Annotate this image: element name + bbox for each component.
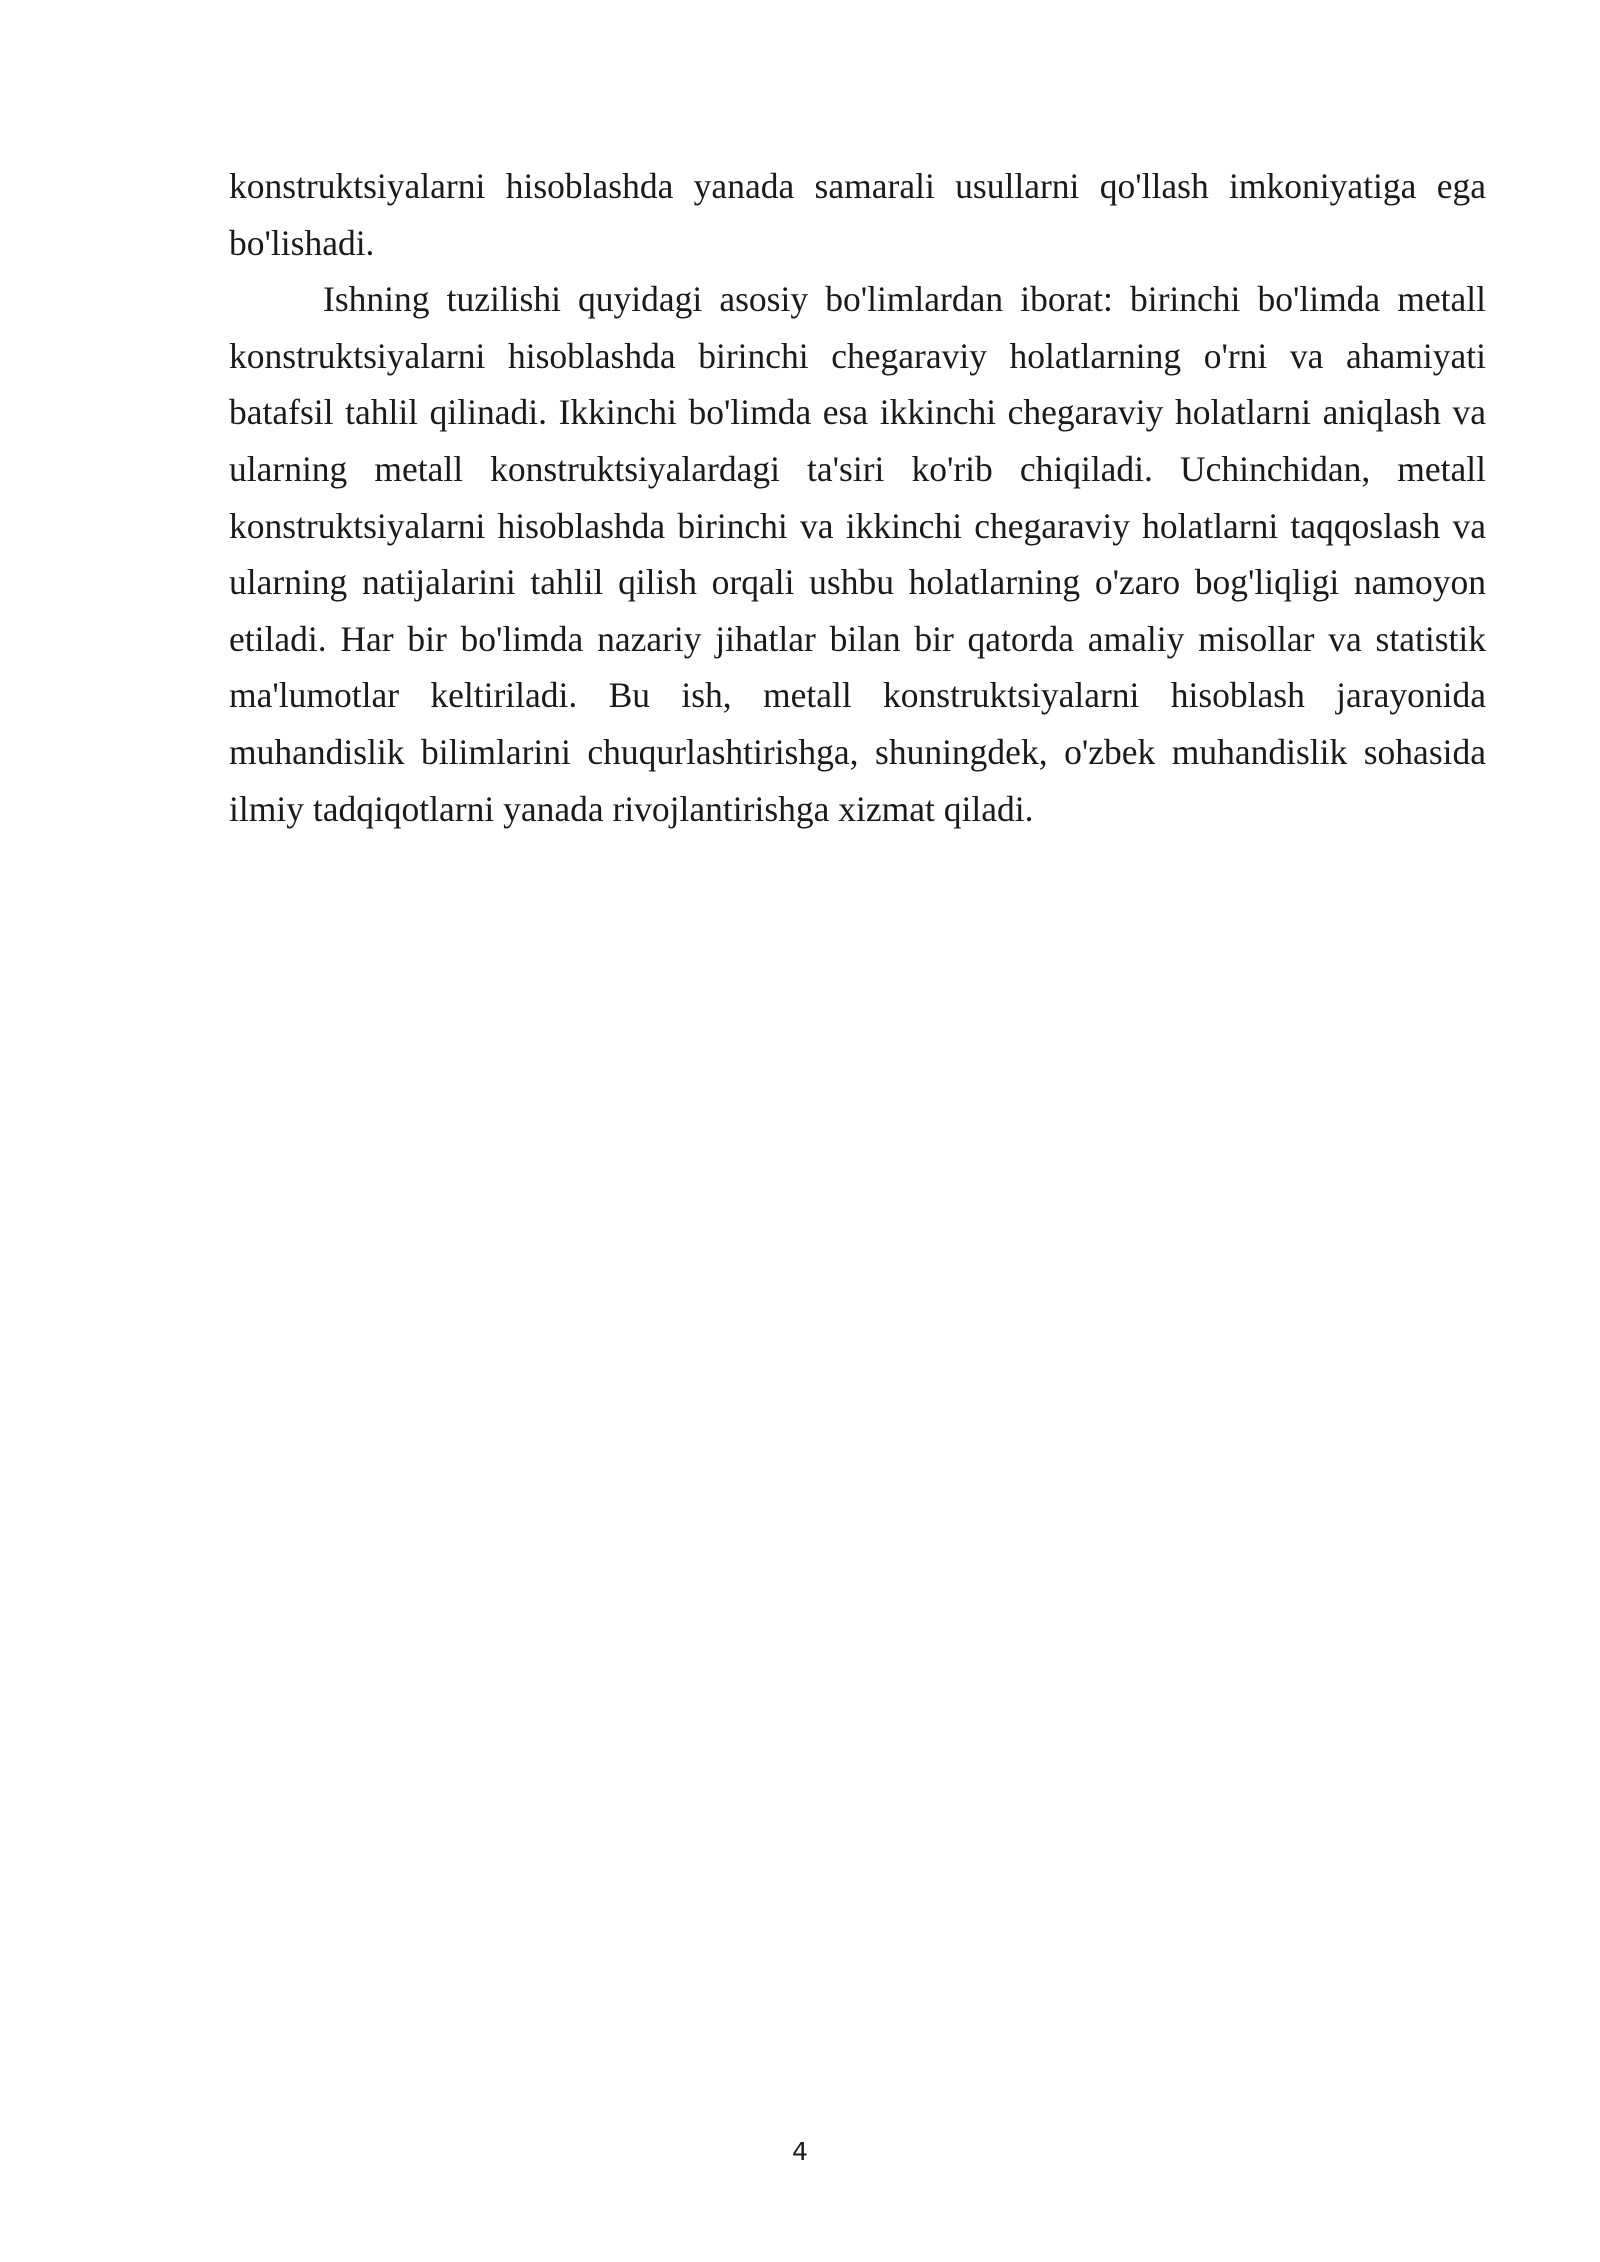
page-number: 4 xyxy=(792,2137,808,2166)
paragraph-continued: konstruktsiyalarni hisoblashda yanada samarali usullarni qo'llash imkoniyatiga ega bo'lishadi. xyxy=(229,166,1486,263)
paragraph-structure: Ishning tuzilishi quyidagi asosiy bo'limlardan iborat: birinchi bo'limda metall konstruktsiyalarni hisoblashda birinchi chegaraviy holatlarning o'rni va ahamiyati batafsil tahlil qilinadi. Ikkinchi bo'limda esa ikkinchi chegaraviy holatlarni aniqlash va ularning metall konstruktsiyalardagi ta'siri ko'rib chiqiladi. Uchinchidan, metall konstruktsiyalarni hisoblashda birinchi va ikkinchi chegaraviy holatlarni taqqoslash va ularning natijalarini tahlil qilish orqali ushbu holatlarning o'zaro bog'liqligi namoyon etiladi. Har bir bo'limda nazariy jihatlar bilan bir qatorda amaliy misollar va statistik ma'lumotlar keltiriladi. Bu ish, metall konstruktsiyalarni hisoblash jarayonida muhandislik bilimlarini chuqurlashtirishga, shuningdek, o'zbek muhandislik sohasida ilmiy tadqiqotlarni yanada rivojlantirishga xizmat qiladi. xyxy=(229,279,1486,829)
body-text xyxy=(229,158,1486,837)
